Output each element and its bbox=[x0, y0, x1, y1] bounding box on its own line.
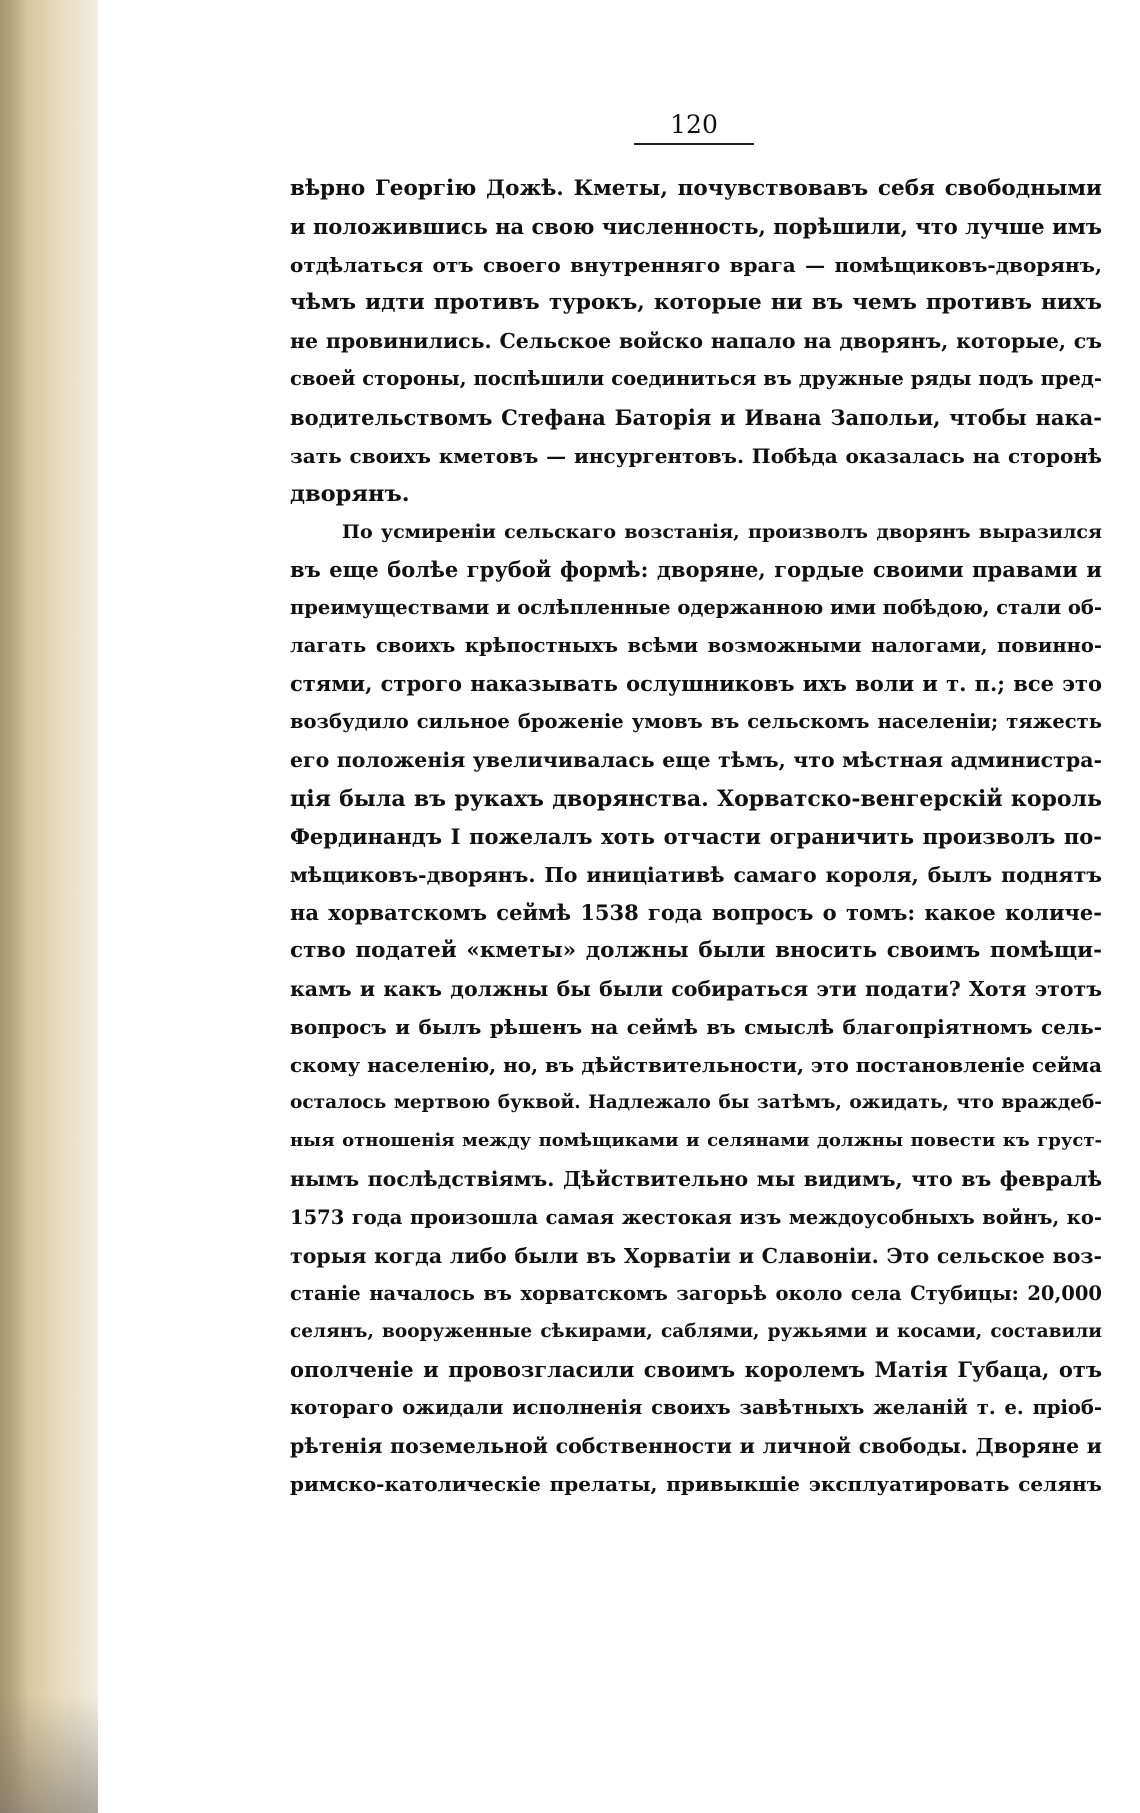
text-line: не провинились. Сельское войско напало на дворянъ, которые, съ bbox=[290, 329, 1102, 354]
text-line: дворянъ. bbox=[290, 480, 410, 507]
text-line: римско-католическіе прелаты, привыкшіе эксплуатировать селянъ bbox=[290, 1472, 1102, 1497]
text-line: въ еще болѣе грубой формѣ: дворяне, гордые своими правами и bbox=[290, 556, 1102, 582]
text-line: мѣщиковъ-дворянъ. По иниціативѣ самаго короля, былъ поднятъ bbox=[290, 862, 1102, 887]
spine-shadow bbox=[0, 0, 28, 1813]
text-line: стями, строго наказывать ослушниковъ ихъ воли и т. п.; все это bbox=[290, 671, 1102, 697]
text-line: 1573 года произошла самая жестокая изъ междоусобныхъ войнъ, ко- bbox=[290, 1205, 1102, 1229]
text-line: преимуществами и ослѣпленные одержанною ими побѣдою, стали об- bbox=[290, 596, 1102, 620]
text-line: осталось мертвою буквой. Надлежало бы затѣмъ, ожидать, что враждеб- bbox=[290, 1092, 1102, 1114]
text-line: камъ и какъ должны бы были собираться эти подати? Хотя этотъ bbox=[290, 976, 1102, 1001]
text-line: вѣрно Георгію Дожѣ. Кметы, почувствовавъ себя свободными bbox=[290, 176, 1102, 201]
text-line: По усмиреніи сельскаго возстанія, произволъ дворянъ выразился bbox=[342, 520, 1102, 543]
text-line: водительствомъ Стефана Баторія и Ивана Запольи, чтобы нака- bbox=[290, 404, 1102, 430]
text-line: своей стороны, поспѣшили соединиться въ дружные ряды подъ пред- bbox=[290, 367, 1102, 391]
text-line: отдѣлаться отъ своего внутренняго врага — помѣщиковъ-дворянъ, bbox=[290, 253, 1102, 278]
text-line: торыя когда либо были въ Хорватіи и Славоніи. Это сельское воз- bbox=[290, 1243, 1102, 1268]
text-line: зать своихъ кметовъ — инсургентовъ. Побѣда оказалась на сторонѣ bbox=[290, 443, 1102, 468]
text-line: его положенія увеличивалась еще тѣмъ, что мѣстная администра- bbox=[290, 748, 1102, 773]
page-number: 120 bbox=[670, 110, 718, 139]
spine-bottom-shadow bbox=[0, 1693, 98, 1813]
text-line: нымъ послѣдствіямъ. Дѣйствительно мы видимъ, что въ февралѣ bbox=[290, 1167, 1102, 1192]
text-line: вопросъ и былъ рѣшенъ на сеймѣ въ смыслѣ благопріятномъ сель- bbox=[290, 1015, 1102, 1040]
text-line: ство податей «кметы» должны были вносить своимъ помѣщи- bbox=[290, 937, 1102, 963]
text-line: селянъ, вооруженные сѣкирами, саблями, ружьями и косами, составили bbox=[290, 1320, 1102, 1342]
text-line: и положившись на свою численность, порѣшили, что лучше имъ bbox=[290, 214, 1102, 240]
text-line: скому населенію, но, въ дѣйствительности, это постановленіе сейма bbox=[290, 1053, 1102, 1078]
text-line: на хорватскомъ сеймѣ 1538 года вопросъ о томъ: какое количе- bbox=[290, 899, 1102, 925]
text-line: ополченіе и провозгласили своимъ королемъ Матія Губаца, отъ bbox=[290, 1356, 1102, 1382]
body-text bbox=[290, 170, 1102, 1503]
text-line: ныя отношенія между помѣщиками и селянами должны повести къ груст- bbox=[290, 1130, 1102, 1152]
text-line: ція была въ рукахъ дворянства. Хорватско-венгерскій король bbox=[290, 785, 1102, 812]
text-line: Фердинандъ I пожелалъ хоть отчасти ограничить произволъ по- bbox=[290, 823, 1102, 849]
text-line: котораго ожидали исполненія своихъ завѣтныхъ желаній т. е. прiоб- bbox=[290, 1396, 1102, 1419]
text-line: лагать своихъ крѣпостныхъ всѣми возможными налогами, повинно- bbox=[290, 634, 1102, 658]
text-line: станіе началось въ хорватскомъ загорьѣ около села Стубицы: 20,000 bbox=[290, 1281, 1102, 1305]
text-line: возбудило сильное броженіе умовъ въ сельскомъ населеніи; тяжесть bbox=[290, 710, 1102, 734]
page-number-rule bbox=[634, 143, 754, 145]
text-line: рѣтенія поземельной собственности и личной свободы. Дворяне и bbox=[290, 1434, 1102, 1459]
text-line: чѣмъ идти противъ турокъ, которые ни въ чемъ противъ нихъ bbox=[290, 290, 1102, 316]
